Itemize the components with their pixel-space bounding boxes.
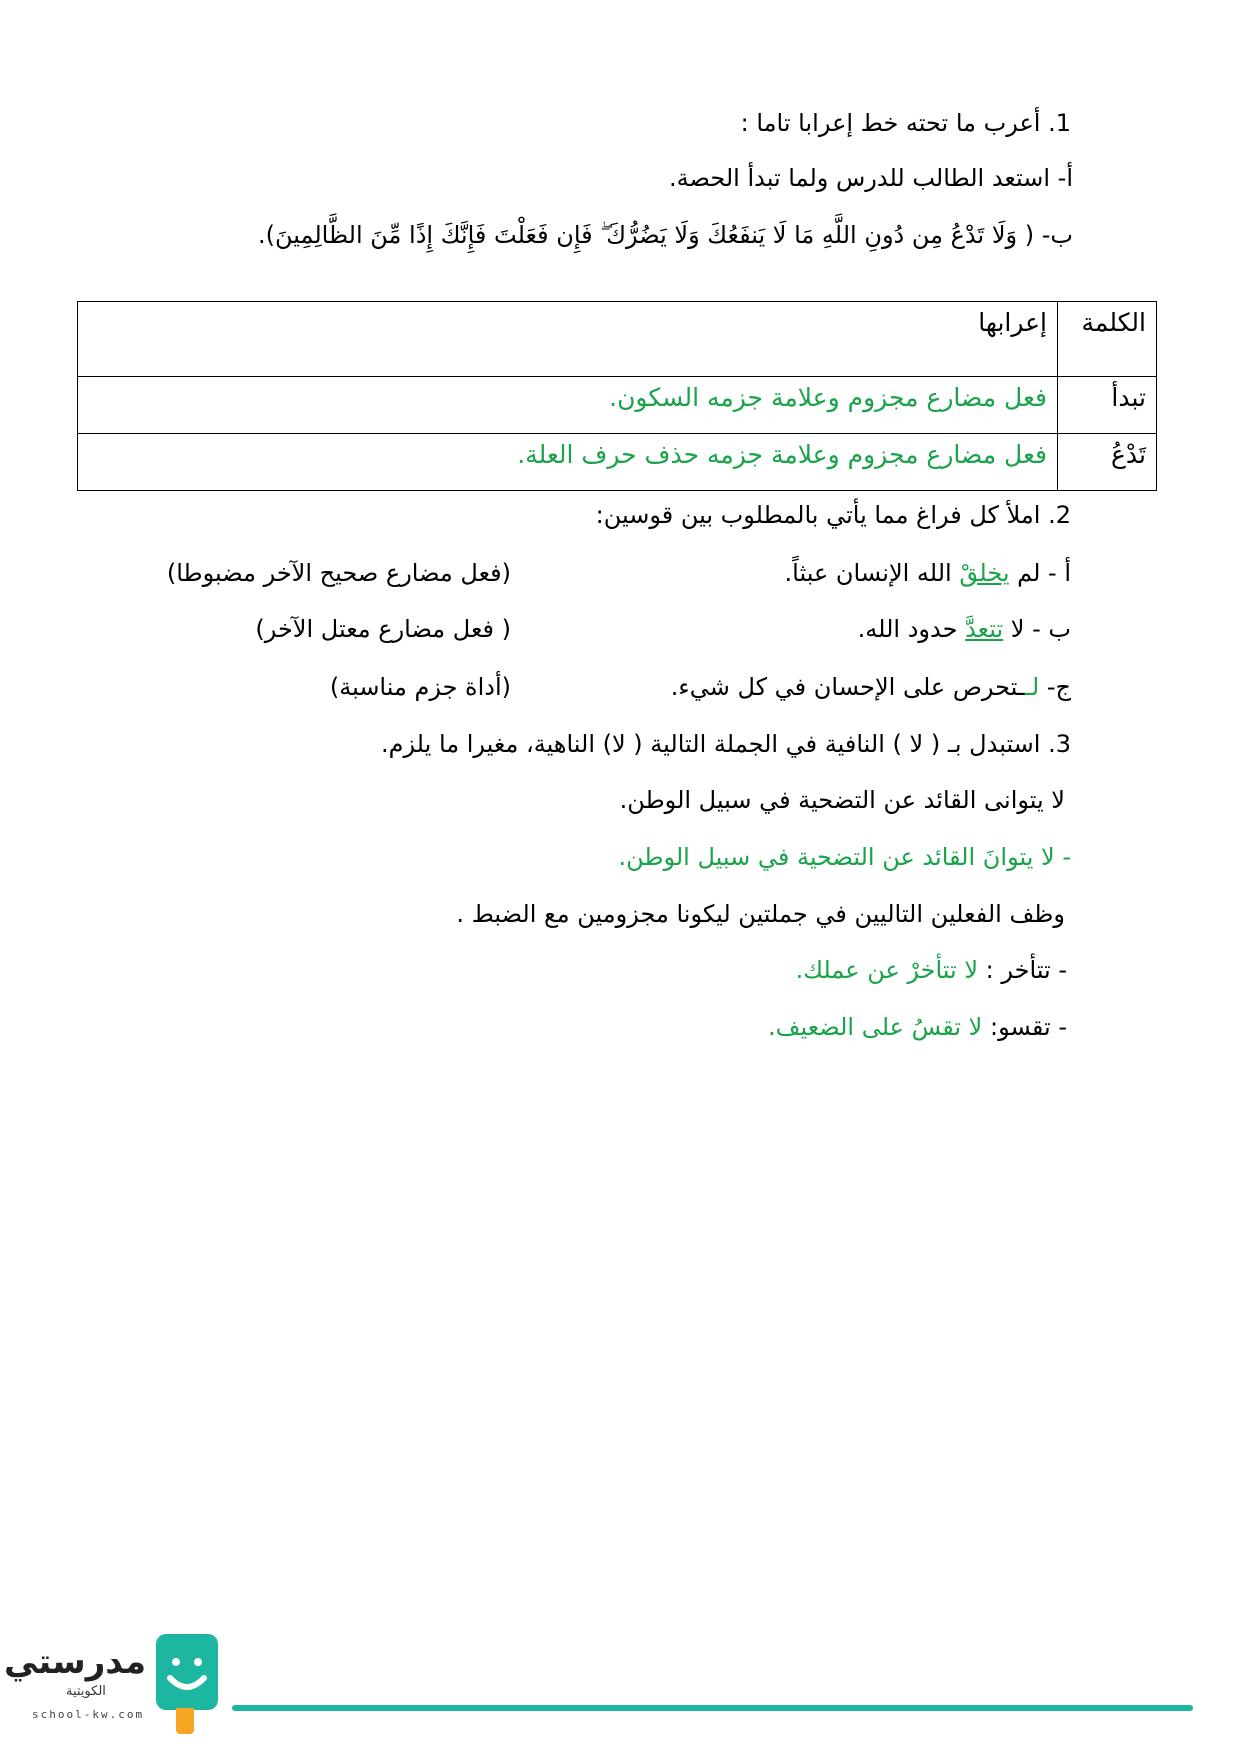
table-row-word: تبدأ [1058,377,1157,434]
q3-instruction: وظف الفعلين التاليين في جملتين ليكونا مجزومين مع الضبط . [456,900,1065,928]
q2-b-hint: ( فعل مضارع معتل الآخر) [255,615,511,643]
site-logo [4,1630,228,1740]
table-header-word: الكلمة [1058,302,1157,377]
table-row-irab: فعل مضارع مجزوم وعلامة جزمه السكون. [78,377,1058,434]
q2-heading: 2. املأ كل فراغ مما يأتي بالمطلوب بين قوسين: [595,501,1071,529]
q3-item-1 [70,953,1067,987]
irab-table [77,301,1157,491]
q2-a-suffix: الله الإنسان عبثاً. [784,559,960,587]
logo-sub: الكويتية [66,1684,106,1699]
q3-item-2 [70,1010,1067,1044]
footer-divider [232,1705,1193,1711]
q3-item2-label: - تقسو: [982,1013,1067,1041]
q2-item-a [620,556,1071,590]
table-row-word: تَدْعُ [1058,434,1157,491]
q1-heading: 1. أعرب ما تحته خط إعرابا تاما : [740,109,1071,137]
q2-b-suffix: حدود الله. [857,615,966,643]
table-row-irab: فعل مضارع مجزوم وعلامة جزمه حذف حرف العلة. [78,434,1058,491]
q2-c-hint: (أداة جزم مناسبة) [329,673,511,701]
q3-item1-answer: لا تتأخرْ عن عملك. [795,956,979,984]
q1-item-b: ب- ( وَلَا تَدْعُ مِن دُونِ اللَّهِ مَا لَا يَنفَعُكَ وَلَا يَضُرُّكَ ۖ فَإِن فَعَلْتَ فَإِنَّكَ إِذًا مِّنَ الظَّالِمِينَ). [257,221,1073,249]
q2-c-answer: لـ [1024,673,1040,701]
q2-item-b [620,612,1071,646]
q3-answer: - لا يتوانَ القائد عن التضحية في سبيل الوطن. [618,843,1071,871]
q2-b-answer: تتعدَّ [965,615,1004,643]
q3-heading: 3. استبدل بـ ( لا ) النافية في الجملة التالية ( لا) الناهية، مغيرا ما يلزم. [380,730,1071,758]
smile-logo-icon [156,1634,218,1710]
q2-item-c [620,670,1071,704]
q3-item2-answer: لا تقسُ على الضعيف. [768,1013,983,1041]
q2-c-suffix: ـتحرص على الإحسان في كل شيء. [670,673,1025,701]
bookmark-icon [176,1708,194,1734]
q1-item-a: أ- استعد الطالب للدرس ولما تبدأ الحصة. [669,164,1073,192]
logo-name: مدرستي [4,1642,146,1682]
q2-b-prefix: ب - لا [1003,615,1071,643]
q2-a-hint: (فعل مضارع صحيح الآخر مضبوطا) [166,559,511,587]
q2-a-answer: يخلقْ [959,559,1010,587]
q3-sentence: لا يتوانى القائد عن التضحية في سبيل الوطن. [619,786,1065,814]
q3-item1-label: - تتأخر : [978,956,1067,984]
logo-url: school-kw.com [32,1708,145,1721]
q2-a-prefix: أ - لم [1009,559,1071,587]
q2-c-prefix: ج- [1039,673,1071,701]
table-header-irab: إعرابها [78,302,1058,377]
